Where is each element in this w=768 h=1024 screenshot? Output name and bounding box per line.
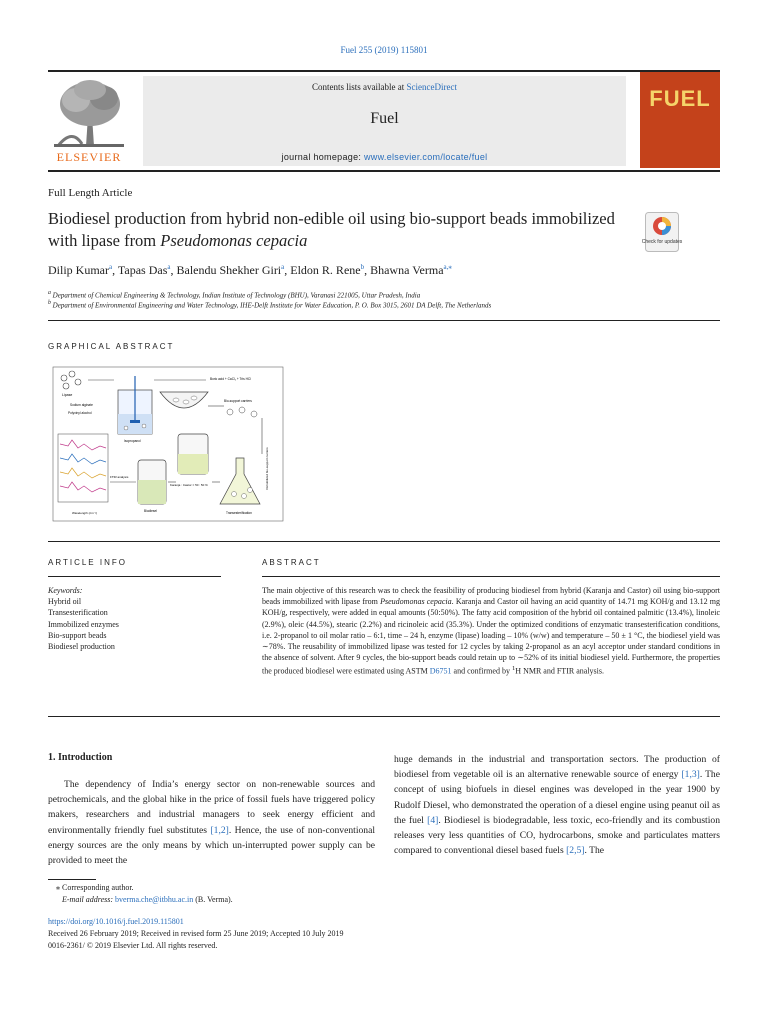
- received-dates: Received 26 February 2019; Received in revised form 25 June 2019; Accepted 10 July 2019: [48, 929, 344, 938]
- author-name[interactable]: Balendu Shekher Giri: [176, 263, 282, 277]
- article-title: [48, 208, 628, 252]
- affiliation-a-text: Department of Chemical Engineering & Technology, Indian Institute of Technology (BHU), Varanasi 221005, Uttar Pradesh, India: [52, 291, 421, 300]
- body-text: . The concept of using biofuels in diesel engines was developed in the year 1900 by Rudolf Diesel, who demonstrated the operation of a diesel engine using peanut oil as the fuel: [394, 769, 720, 826]
- hybrid-oil-beaker-icon: [178, 434, 208, 474]
- graphical-abstract-figure: [48, 362, 288, 526]
- introduction-paragraph-2: [394, 752, 720, 858]
- footnote-rule: [48, 879, 96, 880]
- citation-link[interactable]: [4]: [427, 814, 439, 826]
- affiliation-a: [48, 290, 420, 299]
- abstract-species: Pseudomonas cepacia: [380, 597, 452, 607]
- affiliation-b-marker: b: [48, 300, 51, 306]
- abstract-part: . Karanja and Castor oil having an acid quantity of 14.71 mg KOH/g and 13.12 mg KOH/g, respectively, were added in equal amounts (50:50%). The fatty acid composition of the hybrid oil contained palmitic (13.4%), linoleic (2.9%), oleic (44.5%), stearic (2.2%) and ricinoleic acid (35.3%). Under the optimized conditions of enzymatic transesterification conditions, i.e. 2-propanol to oil molar ratio – 6:1, time – 24 h, enzyme (lipase) loading – 10% (w/w) and temperature – 50 ± 1 °C, the biodiesel yield was ∼78%. The reusability of immobilized lipase was tested for 12 cycles by taking 2-propanol as an acyl acceptor under standard conditions in the absence of solvent. After 9 cycles, the bio-support beads could retain up to ∼52% of its initial biodiesel yield. Furthermore, the properties the produced biodiesel were estimated using ASTM: [262, 597, 720, 677]
- header-bottom-rule: [48, 170, 720, 172]
- body-text: . Hence, the use of non-conventional energy sources are the only means by which un-interrupted power supply can be provided to meet the: [48, 824, 375, 867]
- abstract-part: H NMR and FTIR analysis.: [515, 667, 604, 677]
- cover-title: FUEL: [649, 86, 711, 111]
- journal-homepage-link[interactable]: www.elsevier.com/locate/fuel: [364, 152, 488, 162]
- affiliation-a-marker: a: [48, 290, 51, 296]
- author-name[interactable]: Dilip Kumar: [48, 263, 109, 277]
- abstract-heading: ABSTRACT: [262, 558, 321, 567]
- author-affiliation-marker[interactable]: b: [360, 263, 365, 271]
- keywords-block: [48, 585, 119, 652]
- citation-link[interactable]: [1,2]: [210, 824, 229, 836]
- journal-homepage-line: [143, 152, 626, 162]
- fig-label-oil-ratio: Karanja : Castor = 50 : 50 %: [170, 483, 208, 487]
- doi-link[interactable]: https://doi.org/10.1016/j.fuel.2019.115801: [48, 917, 184, 926]
- biodiesel-beaker-icon: [138, 460, 166, 504]
- author-email-link[interactable]: bverma.che@itbhu.ac.in: [115, 895, 194, 904]
- body-text: . Biodiesel is biodegradable, less toxic, eco-friendly and its combustion releases very less quantities of CO, hydrocarbons, smoke and particulates matters compared to conventional diesel based fuels: [394, 814, 720, 857]
- abstract-text: [262, 585, 720, 677]
- citation-link[interactable]: [2,5]: [566, 845, 585, 857]
- check-for-updates-badge[interactable]: [641, 212, 683, 252]
- graphical-abstract-heading: GRAPHICAL ABSTRACT: [48, 342, 175, 351]
- fig-label-ftir: FTIR analysis: [110, 475, 129, 479]
- introduction-heading: 1. Introduction: [48, 752, 113, 763]
- author-name[interactable]: Bhawna Verma: [370, 263, 444, 277]
- author-list: Dilip Kumar$^a$, Tapas Das$^a$, Balendu Shekher Giri$^a$, Eldon R. Rene$^b$, Bhawna Verma$^{a,⁎}$: [48, 263, 452, 277]
- author-affiliation-marker[interactable]: a: [281, 263, 285, 271]
- email-label: E-mail address:: [62, 895, 116, 904]
- fig-label-biodiesel: Biodiesel: [144, 509, 157, 513]
- contents-prefix: Contents lists available at: [312, 82, 407, 92]
- email-line: [62, 895, 233, 904]
- author-affiliation-marker[interactable]: a,⁎: [443, 263, 452, 271]
- fig-label-isopropanol: Isopropanol: [124, 439, 141, 443]
- header-top-rule: [48, 70, 720, 72]
- title-species: Pseudomonas cepacia: [160, 231, 308, 250]
- keyword-item: Bio-support beads: [48, 630, 107, 640]
- elsevier-wordmark: ELSEVIER: [56, 150, 122, 164]
- fig-label-pva: Polyvinyl alcohol: [68, 411, 92, 415]
- check-updates-label: Check for updates: [641, 239, 683, 245]
- contents-available-line: [143, 82, 626, 92]
- section-rule: [48, 320, 720, 321]
- affiliation-b-text: Department of Environmental Engineering and Water Technology, IHE-Delft Institute for Water Education, P. O. Box 3015, 2601 DA Delft, The Netherlands: [52, 301, 492, 310]
- fig-label-transesterification: Transesterification: [226, 511, 252, 515]
- article-type: Full Length Article: [48, 187, 133, 199]
- journal-name: Fuel: [370, 110, 399, 127]
- author-name[interactable]: Eldon R. Rene: [290, 263, 361, 277]
- keywords-label: Keywords:: [48, 586, 83, 595]
- author-affiliation-marker[interactable]: a: [167, 263, 171, 271]
- journal-reference-link[interactable]: Fuel 255 (2019) 115801: [340, 45, 428, 55]
- author-affiliation-marker[interactable]: a: [109, 263, 113, 271]
- nmr-superscript: 1: [511, 665, 516, 673]
- section-rule: [48, 716, 720, 717]
- fig-label-immobilized: Immobilized bio-support carriers: [265, 447, 269, 490]
- article-info-heading: ARTICLE INFO: [48, 558, 127, 567]
- body-text: . The: [584, 845, 605, 857]
- abstract-rule: [262, 576, 720, 577]
- fig-label-alginate: Sodium alginate: [70, 403, 93, 407]
- keyword-item: Hybrid oil: [48, 597, 82, 607]
- abstract-part: and confirmed by: [451, 667, 512, 677]
- copyright-line: 0016-2361/ © 2019 Elsevier Ltd. All rights reserved.: [48, 941, 218, 950]
- fig-label-wavelength: Wavelength (cm⁻¹): [72, 511, 98, 515]
- keyword-item: Transesterification: [48, 608, 108, 618]
- keyword-item: Immobilized enzymes: [48, 619, 119, 629]
- keyword-item: Biodiesel production: [48, 642, 115, 652]
- fig-label-bio-support: Bio-support carriers: [224, 399, 252, 403]
- introduction-paragraph-1: [48, 777, 375, 868]
- citation-link[interactable]: [1,3]: [681, 769, 700, 781]
- fig-label-lipase: Lipase: [62, 393, 73, 397]
- title-text: Biodiesel production from hybrid non-edible oil using bio-support beads immobilized with lipase from: [48, 209, 615, 250]
- affiliation-b: [48, 300, 491, 309]
- fig-label-boric-acid: Boric acid + CaCl₂ + Tris HCl: [210, 377, 251, 381]
- homepage-prefix: journal homepage:: [281, 152, 364, 162]
- article-info-rule: [48, 576, 221, 577]
- email-suffix: (B. Verma).: [193, 895, 233, 904]
- sciencedirect-link[interactable]: ScienceDirect: [406, 82, 457, 92]
- section-rule: [48, 541, 720, 542]
- author-name[interactable]: Tapas Das: [117, 263, 168, 277]
- abstract-part: The main objective of this research was to check the feasibility of producing biodiesel from hybrid (Karanja and Castor) oil using bio-support beads immobilized with lipase from: [262, 586, 720, 607]
- corresponding-author-note: ⁎ Corresponding author.: [56, 883, 134, 892]
- body-text: The dependency of India’s energy sector on non-renewable sources and petrochemicals, and the global hike in the price of fossil fuels have triggered policy makers, researchers and industrial managers to seek energy efficient and environmentally friendly fuel substitutes: [48, 779, 375, 836]
- body-text: huge demands in the industrial and transportation sectors. The production of biodiesel from vegetable oil is an alternative renewable source of energy: [394, 754, 720, 781]
- astm-d6751-link[interactable]: D6751: [429, 667, 452, 677]
